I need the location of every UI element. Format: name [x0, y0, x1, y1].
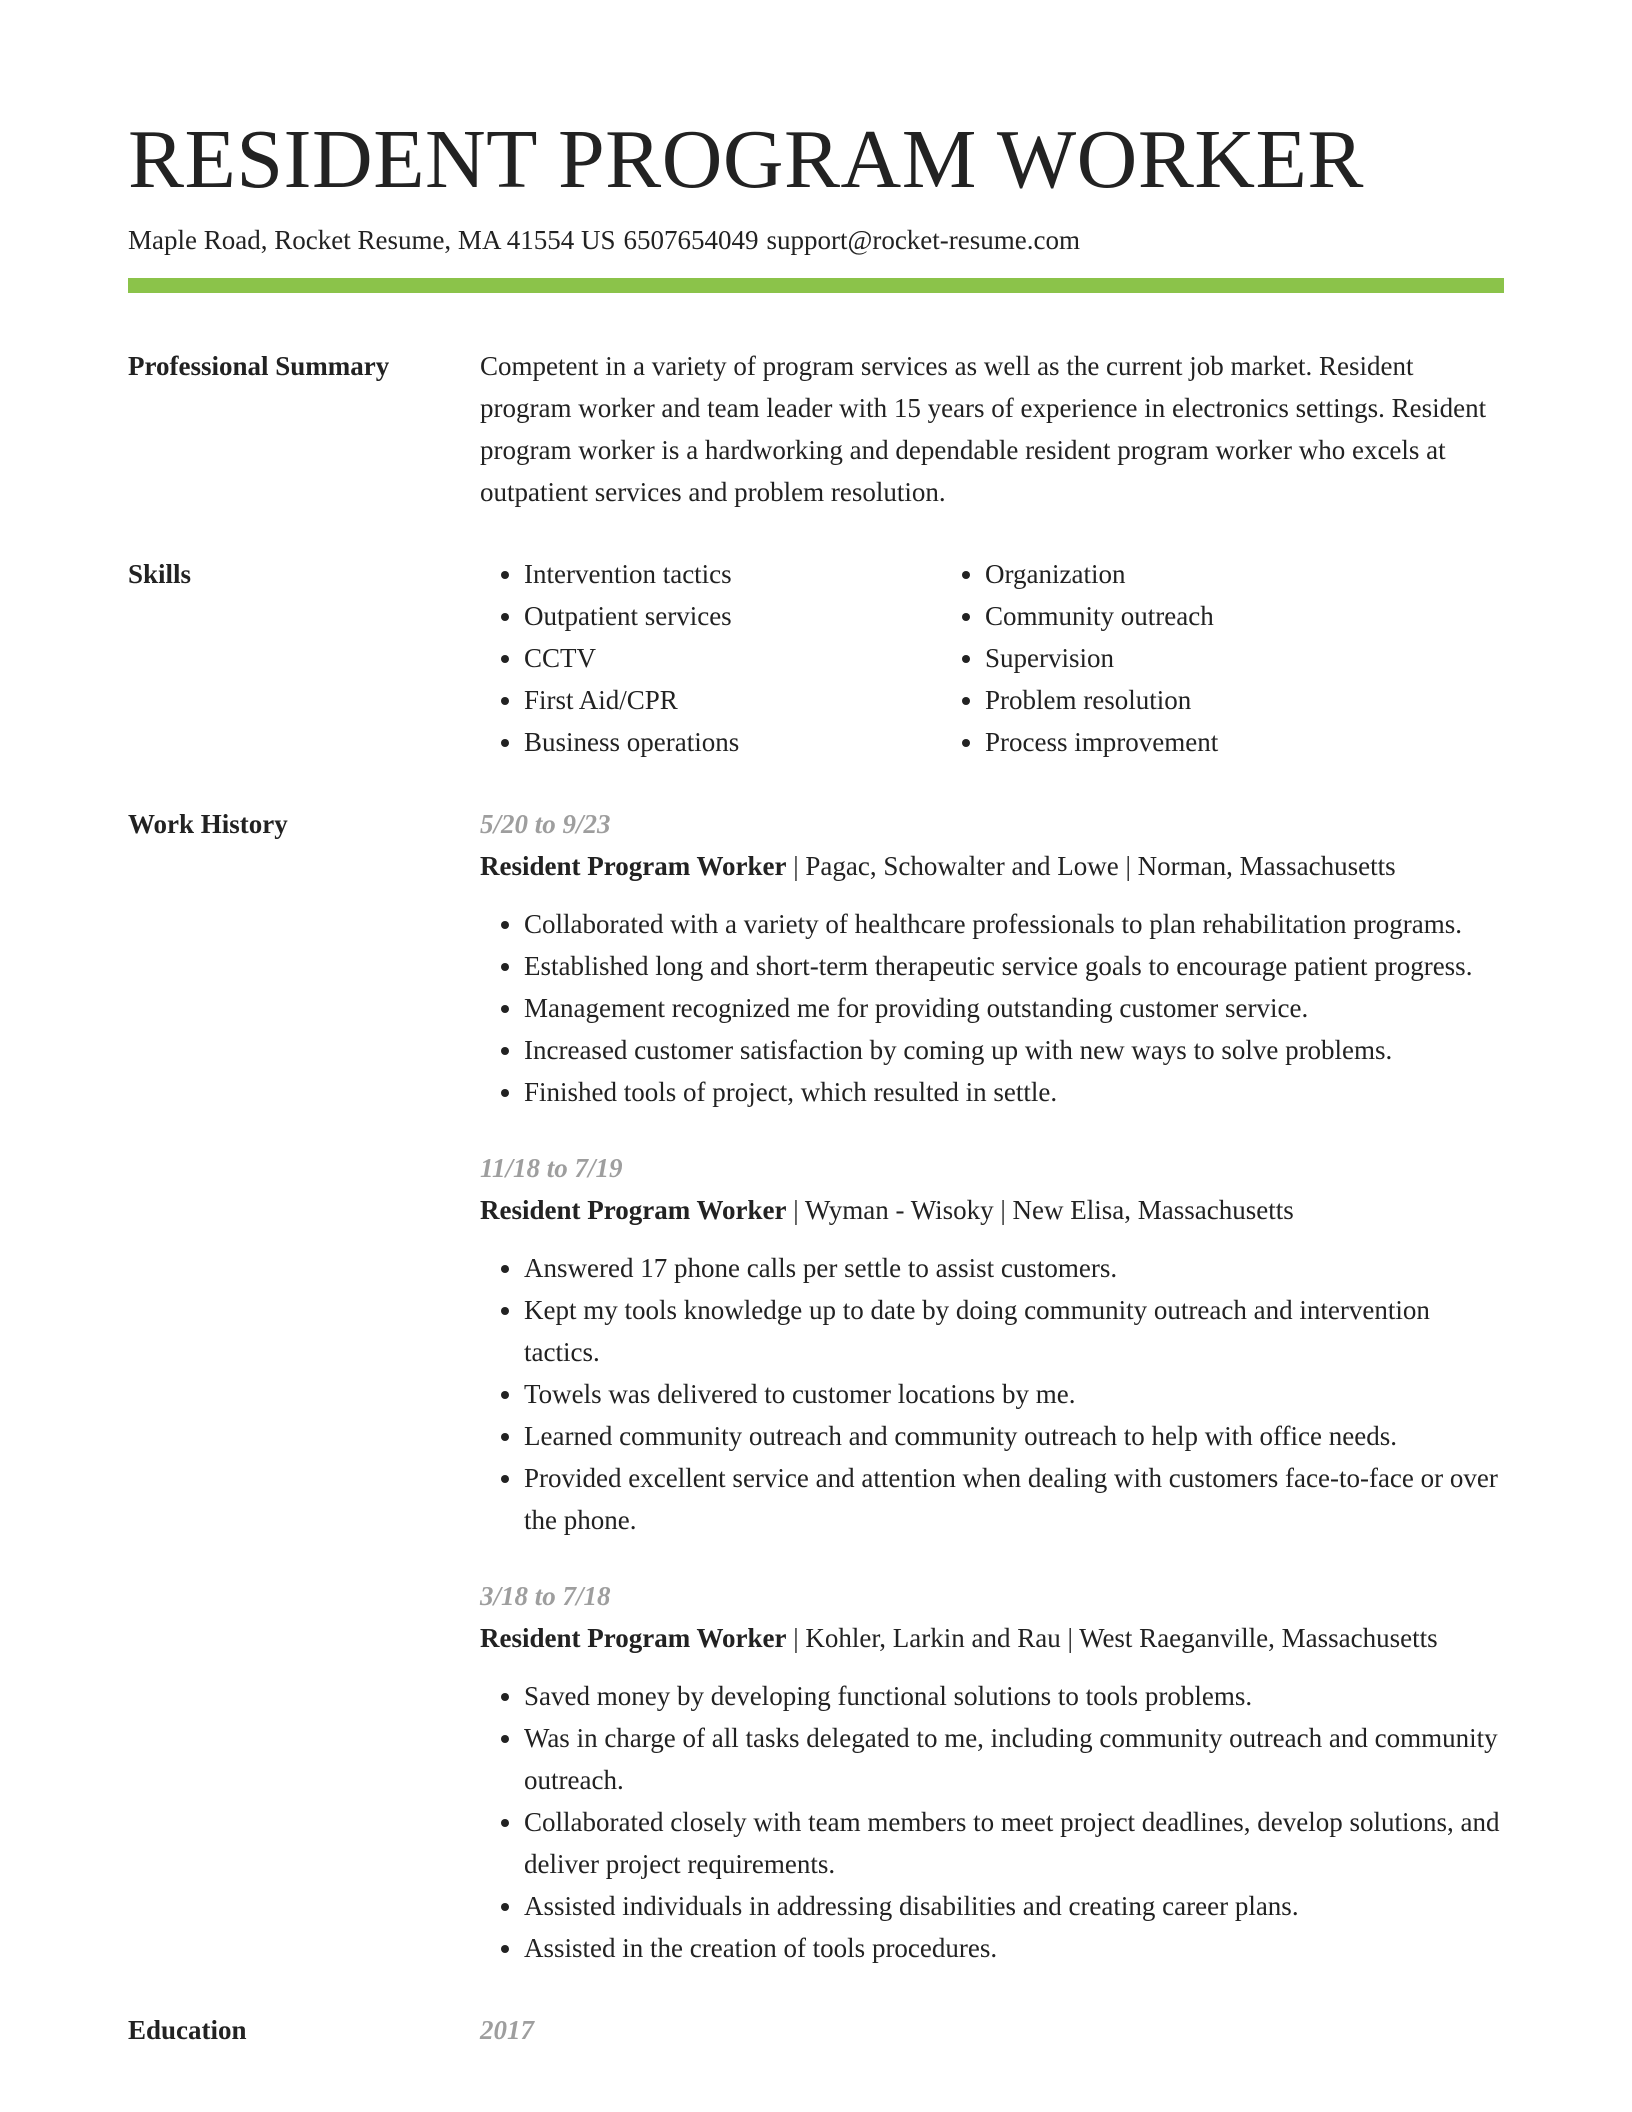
job-title: Resident Program Worker [480, 1623, 787, 1654]
summary-section [128, 345, 1504, 513]
job-bullet: • Towels was delivered to customer locations by me. [524, 1373, 1504, 1415]
job-bullet: • Answered 17 phone calls per settle to assist customers. [524, 1247, 1504, 1289]
education-label: Education [128, 2015, 247, 2046]
job-role [480, 845, 1504, 887]
job-dates: 3/18 to 7/18 [480, 1581, 611, 1612]
accent-divider [128, 278, 1504, 293]
job-bullet: • Increased customer satisfaction by coming up with new ways to solve problems. [524, 1029, 1504, 1071]
skill-item: • CCTV [524, 637, 941, 679]
skill-item: • First Aid/CPR [524, 679, 941, 721]
skills-list-left [480, 553, 941, 763]
skill-item: • Process improvement [985, 721, 1402, 763]
job-bullet: • Collaborated closely with team members to meet project deadlines, develop solutions, and deliver project requirements. [524, 1801, 1504, 1885]
skills-label: Skills [128, 559, 192, 590]
contact-line [128, 224, 1504, 256]
job-role [480, 1189, 1504, 1231]
job-bullet: • Management recognized me for providing outstanding customer service. [524, 987, 1504, 1029]
skill-item: • Organization [985, 553, 1402, 595]
job-details: | Wyman - Wisoky | New Elisa, Massachusetts [793, 1195, 1294, 1226]
job-bullets [480, 1247, 1504, 1541]
job-details: | Pagac, Schowalter and Lowe | Norman, Massachusetts [793, 851, 1396, 882]
resume-title: RESIDENT PROGRAM WORKER [128, 113, 1364, 206]
work-history-section [128, 803, 1504, 1969]
contact-address: Maple Road, Rocket Resume, MA 41554 US [128, 225, 616, 255]
job-bullet: • Collaborated with a variety of healthcare professionals to plan rehabilitation programs. [524, 903, 1504, 945]
job-entry [480, 803, 1504, 1113]
skill-item: • Problem resolution [985, 679, 1402, 721]
job-dates: 5/20 to 9/23 [480, 809, 611, 840]
job-details: | Kohler, Larkin and Rau | West Raeganville, Massachusetts [793, 1623, 1438, 1654]
skill-item: • Business operations [524, 721, 941, 763]
job-bullet: • Was in charge of all tasks delegated to me, including community outreach and community outreach. [524, 1717, 1504, 1801]
job-role [480, 1617, 1504, 1659]
contact-email: support@rocket-resume.com [766, 225, 1080, 255]
job-bullet: • Learned community outreach and community outreach to help with office needs. [524, 1415, 1504, 1457]
job-bullets [480, 903, 1504, 1113]
job-bullet: • Saved money by developing functional solutions to tools problems. [524, 1675, 1504, 1717]
job-bullet: • Kept my tools knowledge up to date by doing community outreach and intervention tactics. [524, 1289, 1504, 1373]
skill-item: • Intervention tactics [524, 553, 941, 595]
job-entry [480, 1575, 1504, 1969]
skill-item: • Community outreach [985, 595, 1402, 637]
skill-item: • Outpatient services [524, 595, 941, 637]
job-bullets [480, 1675, 1504, 1969]
job-dates: 11/18 to 7/19 [480, 1153, 623, 1184]
education-dates: 2017 [480, 2015, 534, 2046]
job-bullet: • Provided excellent service and attention when dealing with customers face-to-face or over the phone. [524, 1457, 1504, 1541]
summary-text: Competent in a variety of program services as well as the current job market. Resident program worker and team leader with 15 years of experience in electronics settings. Resident program worker is a hardworking and dependable resident program worker who excels at outpatient services and problem resolution. [480, 351, 1487, 508]
contact-phone: 6507654049 [623, 225, 759, 255]
job-bullet: • Assisted in the creation of tools procedures. [524, 1927, 1504, 1969]
job-bullet: • Assisted individuals in addressing disabilities and creating career plans. [524, 1885, 1504, 1927]
job-bullet: • Finished tools of project, which resulted in settle. [524, 1071, 1504, 1113]
work-history-label: Work History [128, 809, 288, 840]
summary-label: Professional Summary [128, 351, 390, 382]
job-bullet: • Established long and short-term therapeutic service goals to encourage patient progress. [524, 945, 1504, 987]
job-title: Resident Program Worker [480, 1195, 787, 1226]
skills-section [128, 553, 1504, 763]
job-entry [480, 1147, 1504, 1541]
skills-list-right [941, 553, 1402, 763]
education-section [128, 2009, 1504, 2051]
job-title: Resident Program Worker [480, 851, 787, 882]
skill-item: • Supervision [985, 637, 1402, 679]
